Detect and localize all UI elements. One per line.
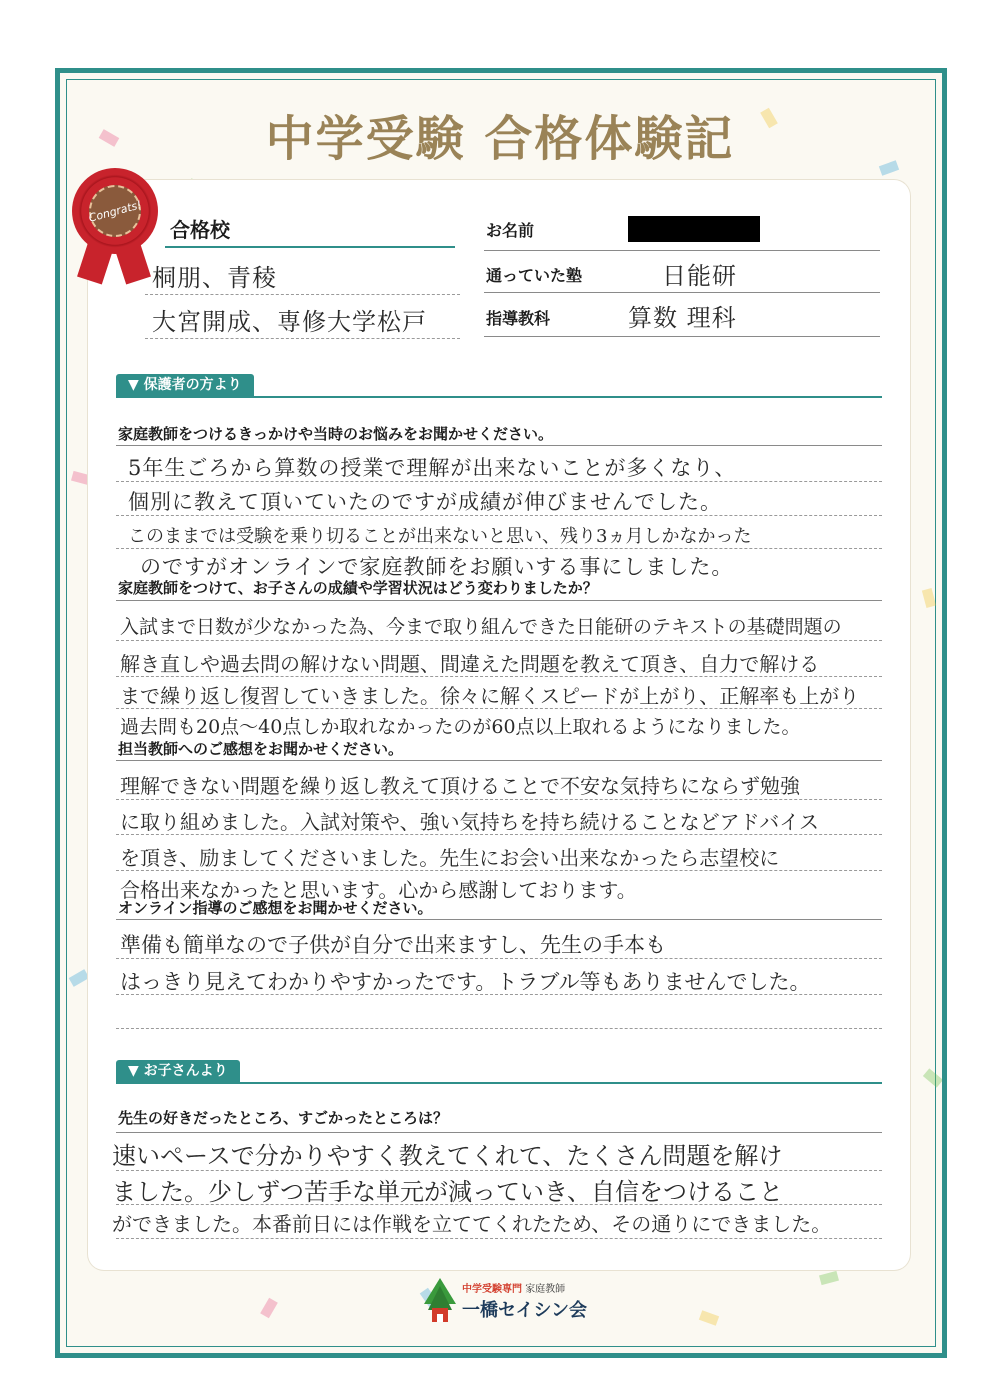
- child-section-tab: ▼ お子さんより: [116, 1060, 240, 1082]
- question-rule: [116, 600, 882, 601]
- parents-answer-3-line-3: を頂き、励ましてくださいました。先生にお会い出来なかったら志望校に: [120, 846, 780, 870]
- question-rule: [116, 919, 882, 920]
- parents-answer-2-line-1: 入試まで日数が少なかった為、今まで取り組んできた日能研のテキストの基礎問題の: [120, 616, 842, 638]
- schools-rule: [145, 338, 460, 339]
- parents-answer-4-line-1: 準備も簡単なので子供が自分で出来ますし、先生の手本も: [120, 933, 666, 957]
- parents-question-4: オンライン指導のご感想をお聞かせください。: [118, 899, 433, 917]
- parents-answer-1-line-3: このままでは受験を乗り切ることが出来ないと思い、残り3ヵ月しかなかった: [128, 526, 752, 547]
- cram-school-label: 通っていた塾: [486, 266, 583, 285]
- answer-rule: [116, 1028, 882, 1029]
- parents-answer-2-line-3: まで繰り返し復習していきました。徐々に解くスピードが上がり、正解率も上がり: [120, 684, 860, 708]
- name-rule: [484, 250, 880, 251]
- parents-answer-3-line-2: に取り組めました。入試対策や、強い気持ちを持ち続けることなどアドバイス: [120, 810, 819, 834]
- cram-school-value: 日能研: [662, 262, 737, 290]
- parents-question-2: 家庭教師をつけて、お子さんの成績や学習状況はどう変わりましたか？: [118, 579, 598, 597]
- question-rule: [116, 445, 882, 446]
- answer-rule: [116, 1170, 882, 1171]
- question-rule: [116, 760, 882, 761]
- congrats-rosette-icon: [72, 168, 158, 254]
- child-question-1: 先生の好きだったところ、すごかったところは？: [118, 1109, 449, 1127]
- child-section-rule: [116, 1082, 882, 1084]
- answer-rule: [116, 676, 882, 677]
- logo-tagline-dark: 家庭教師: [525, 1284, 566, 1295]
- parents-answer-4-line-2: はっきり見えてわかりやすかったです。トラブル等もありませんでした。: [120, 970, 811, 994]
- parents-answer-1-line-4: のですがオンラインで家庭教師をお願いする事にしました。: [140, 555, 734, 579]
- parents-answer-2-line-2: 解き直しや過去問の解けない問題、間違えた問題を教えて頂き、自力で解ける: [120, 652, 820, 676]
- subjects-rule: [484, 336, 880, 337]
- answer-rule: [116, 958, 882, 959]
- parents-answer-1-line-2: 個別に教えて頂いていたのですが成績が伸びませんでした。: [128, 490, 722, 514]
- schools-line-2: 大宮開成、専修大学松戸: [152, 308, 427, 336]
- cram-school-rule: [484, 292, 880, 293]
- parents-answer-1-line-1: 5年生ごろから算数の授業で理解が出来ないことが多くなり、: [128, 456, 737, 480]
- company-logo: [420, 1276, 620, 1328]
- question-rule: [116, 1132, 882, 1133]
- parents-answer-2-line-4: 過去問も20点〜40点しか取れなかったのが60点以上取れるようになりました。: [120, 716, 801, 738]
- page-title: 中学受験 合格体験記: [265, 111, 735, 167]
- answer-rule: [116, 515, 882, 516]
- schools-rule: [145, 294, 460, 295]
- parents-answer-3-line-1: 理解できない問題を繰り返し教えて頂けることで不安な気持ちにならず勉強: [120, 774, 800, 798]
- child-answer-line-3: ができました。本番前日には作戦を立ててくれたため、その通りにできました。: [112, 1212, 832, 1236]
- child-answer-line-1: 速いペースで分かりやすく教えてくれて、たくさん問題を解け: [112, 1142, 783, 1170]
- subjects-value: 算数 理科: [628, 304, 737, 332]
- answer-rule: [116, 1238, 882, 1239]
- answer-rule: [116, 708, 882, 709]
- answer-rule: [116, 799, 882, 800]
- parents-question-1: 家庭教師をつけるきっかけや当時のお悩みをお聞かせください。: [118, 425, 554, 443]
- schools-label: 合格校: [170, 218, 230, 242]
- rosette-center: Congrats!: [83, 179, 147, 243]
- schools-label-underline: [165, 246, 455, 248]
- parents-question-3: 担当教師へのご感想をお聞かせください。: [118, 740, 404, 758]
- answer-rule: [116, 1204, 882, 1205]
- answer-rule: [116, 548, 882, 549]
- child-answer-line-2: ました。少しずつ苦手な単元が減っていき、自信をつけること: [112, 1178, 784, 1206]
- answer-rule: [116, 481, 882, 482]
- logo-tagline-red: 中学受験専門: [462, 1284, 522, 1295]
- name-redaction: [628, 216, 760, 242]
- answer-rule: [116, 994, 882, 995]
- logo-name: 一橋セイシン会: [462, 1300, 588, 1321]
- answer-rule: [116, 640, 882, 641]
- subjects-label: 指導教科: [486, 309, 551, 328]
- answer-rule: [116, 870, 882, 871]
- tree-house-icon: [420, 1276, 460, 1326]
- name-label: お名前: [486, 221, 535, 240]
- parents-answer-3-line-4: 合格出来なかったと思います。心から感謝しております。: [120, 878, 637, 902]
- parents-section-rule: [116, 396, 882, 398]
- schools-line-1: 桐朋、青稜: [152, 264, 277, 292]
- parents-section-tab: ▼ 保護者の方より: [116, 374, 254, 396]
- answer-rule: [116, 834, 882, 835]
